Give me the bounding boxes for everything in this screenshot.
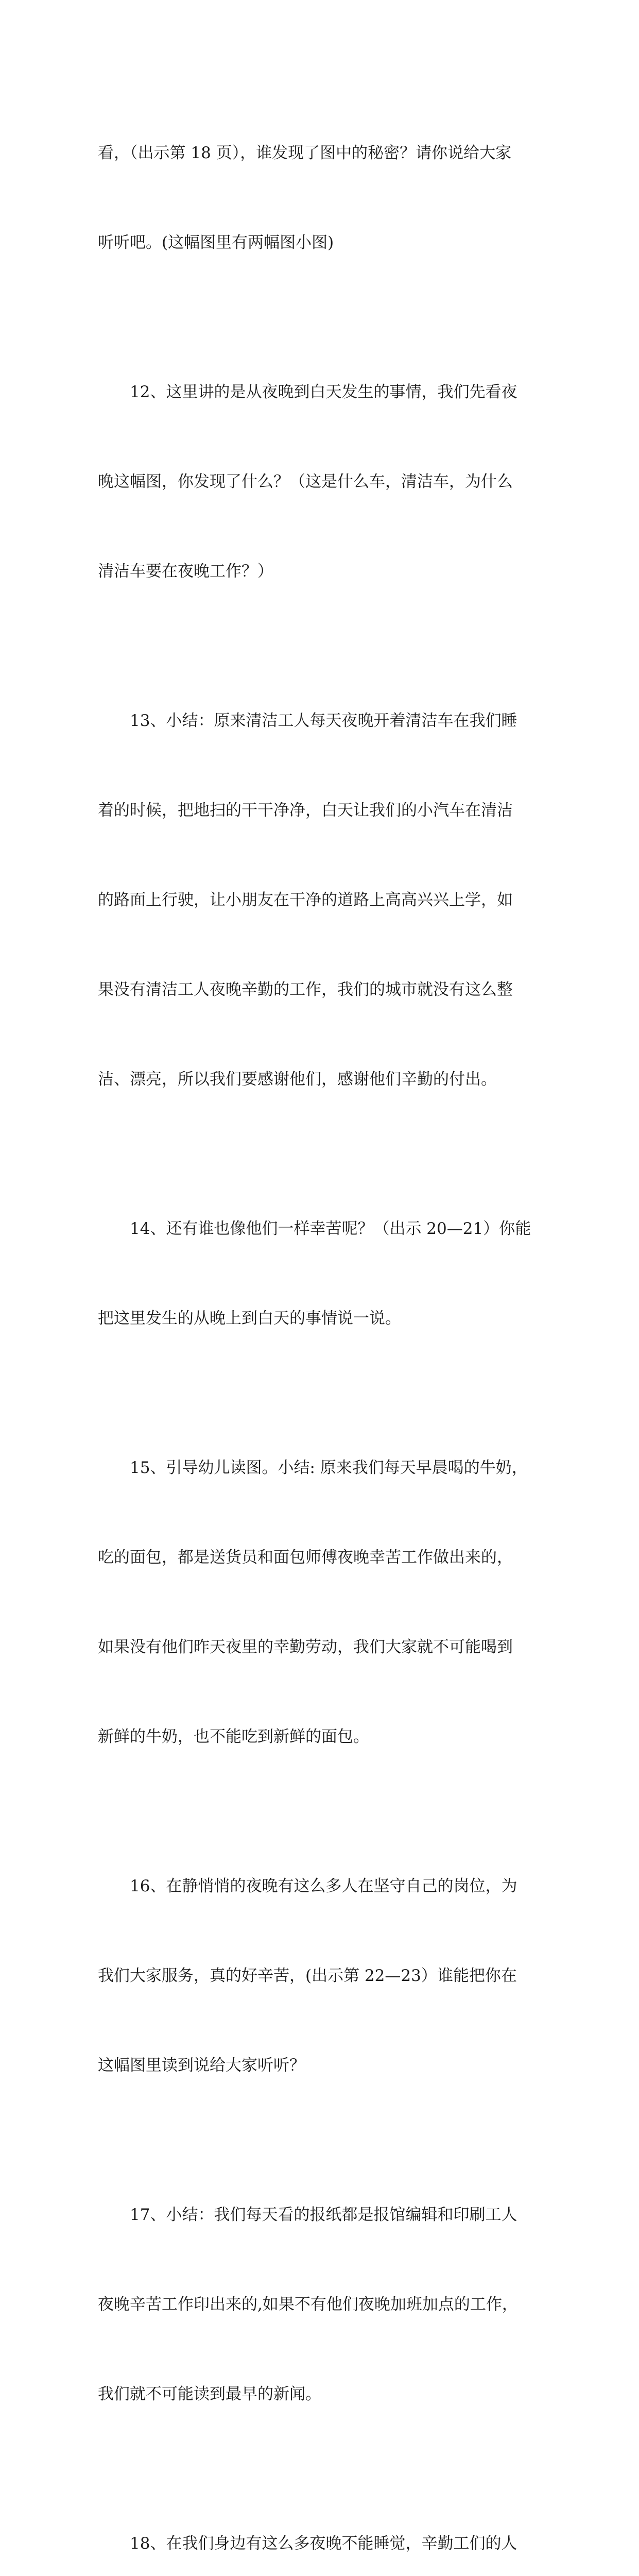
text-line: 我们就不可能读到最早的新闻。 bbox=[98, 2385, 321, 2403]
text-line: 如果没有他们昨天夜里的幸勤劳动，我们大家就不可能喝到 bbox=[98, 1638, 513, 1656]
paragraph-18 bbox=[98, 2469, 541, 2576]
text-line: 晚这幅图，你发现了什么？（这是什么车，清洁车，为什么 bbox=[98, 472, 513, 491]
paragraph-12 bbox=[98, 317, 541, 646]
text-line: 把这里发生的从晚上到白天的事情说一说。 bbox=[98, 1309, 401, 1328]
paragraph-16 bbox=[98, 1811, 541, 2140]
text-line: 夜晚辛苦工作印出来的,如果不有他们夜晚加班加点的工作， bbox=[98, 2295, 518, 2314]
document-body bbox=[98, 78, 541, 2576]
paragraph-14 bbox=[98, 1154, 541, 1393]
text-line: 清洁车要在夜晚工作？） bbox=[98, 562, 273, 581]
paragraph-15 bbox=[98, 1393, 541, 1811]
text-line: 听听吧。(这幅图里有两幅图小图) bbox=[98, 233, 334, 252]
text-line: 新鲜的牛奶，也不能吃到新鲜的面包。 bbox=[98, 1727, 369, 1746]
text-line: 吃的面包，都是送货员和面包师傅夜晚幸苦工作做出来的， bbox=[98, 1548, 513, 1567]
text-line: 我们大家服务，真的好辛苦，(出示第 22—23）谁能把你在 bbox=[98, 1967, 517, 1985]
text-line: 15、引导幼儿读图。小结: 原来我们每天早晨喝的牛奶， bbox=[130, 1459, 528, 1477]
text-line: 的路面上行驶，让小朋友在干净的道路上高高兴兴上学，如 bbox=[98, 891, 513, 909]
text-line: 洁、漂亮，所以我们要感谢他们，感谢他们辛勤的付出。 bbox=[98, 1070, 497, 1089]
paragraph-11-continued bbox=[98, 78, 541, 317]
text-line: 16、在静悄悄的夜晚有这么多人在坚守自己的岗位，为 bbox=[130, 1877, 517, 1895]
text-line: 12、这里讲的是从夜晚到白天发生的事情，我们先看夜 bbox=[130, 383, 517, 401]
text-line: 果没有清洁工人夜晚辛勤的工作，我们的城市就没有这么整 bbox=[98, 980, 513, 999]
paragraph-17 bbox=[98, 2140, 541, 2469]
text-line: 看，（出示第 18 页），谁发现了图中的秘密？请你说给大家 bbox=[98, 144, 512, 162]
text-line: 18、在我们身边有这么多夜晚不能睡觉，辛勤工们的人 bbox=[130, 2534, 517, 2553]
text-line: 这幅图里读到说给大家听听？ bbox=[98, 2056, 305, 2075]
text-line: 17、小结：我们每天看的报纸都是报馆编辑和印刷工人 bbox=[130, 2206, 517, 2224]
text-line: 14、还有谁也像他们一样幸苦呢？（出示 20—21）你能 bbox=[130, 1219, 531, 1238]
text-line: 13、小结：原来清洁工人每天夜晚开着清洁车在我们睡 bbox=[130, 711, 517, 730]
paragraph-13 bbox=[98, 646, 541, 1154]
text-line: 着的时候，把地扫的干干净净，白天让我们的小汽车在清洁 bbox=[98, 801, 513, 820]
